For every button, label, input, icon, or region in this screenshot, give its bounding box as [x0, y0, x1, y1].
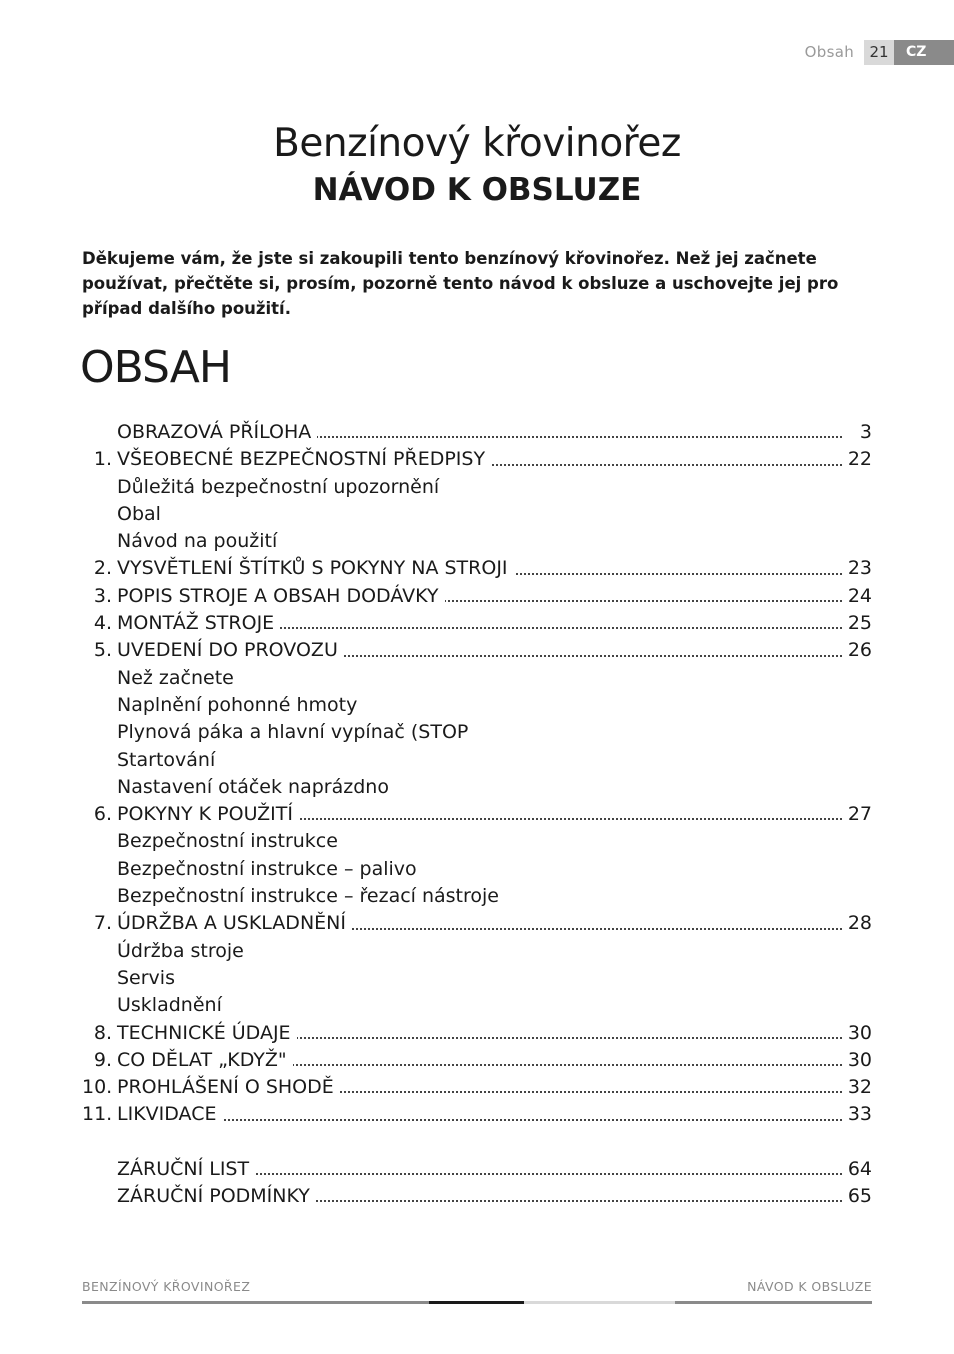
toc-entry-number: 9. [93, 1048, 112, 1071]
toc-entry-label: Startování [117, 747, 221, 774]
toc-entry-label: Údržba stroje [117, 938, 250, 965]
toc-entry-label: ZÁRUČNÍ PODMÍNKY [117, 1183, 316, 1210]
toc-entry-page: 65 [844, 1183, 872, 1210]
toc-entry-label: TECHNICKÉ ÚDAJE [117, 1020, 297, 1047]
toc-entry [82, 938, 872, 965]
toc-entry-label: ZÁRUČNÍ LIST [117, 1156, 255, 1183]
toc-entry-label: Uskladnění [117, 992, 228, 1019]
footer-bar-segment [524, 1301, 675, 1304]
page-header [805, 40, 954, 65]
language-badge: CZ [894, 40, 954, 65]
toc-entry-page: 28 [844, 910, 872, 937]
toc-entry [82, 719, 872, 746]
toc-entry-label: OBRAZOVÁ PŘÍLOHA [117, 419, 317, 446]
toc-entry [82, 610, 872, 637]
toc-entry-label: MONTÁŽ STROJE [117, 610, 280, 637]
toc-entry [82, 747, 872, 774]
toc-entry [82, 419, 872, 446]
toc-entry-page: 26 [844, 637, 872, 664]
toc-heading: OBSAH [80, 342, 231, 393]
toc-entry-label: Servis [117, 965, 181, 992]
toc-entry-label: ÚDRŽBA A USKLADNĚNÍ [117, 910, 352, 937]
section-name: Obsah [804, 43, 854, 61]
toc-entry-label: Plynová páka a hlavní vypínač (STOP [117, 719, 474, 746]
toc-entry-label: Bezpečnostní instrukce [117, 828, 344, 855]
toc-entry-label: Naplnění pohonné hmoty [117, 692, 363, 719]
toc-entry-label: VYSVĚTLENÍ ŠTÍTKŮ S POKYNY NA STROJI [117, 555, 514, 582]
toc-entry-label: UVEDENÍ DO PROVOZU [117, 637, 344, 664]
toc-entry [82, 1047, 872, 1074]
toc-entry [82, 501, 872, 528]
toc-entry-label: Bezpečnostní instrukce – řezací nástroje [117, 883, 505, 910]
footer-right: NÁVOD K OBSLUZE [747, 1279, 872, 1294]
toc-entry-page: 22 [844, 446, 872, 473]
toc-entry [82, 801, 872, 828]
toc-entry-number: 11. [82, 1103, 113, 1126]
toc-entry-page: 23 [844, 555, 872, 582]
toc-dot-leader [117, 1119, 842, 1121]
footer-left: BENZÍNOVÝ KŘOVINOŘEZ [82, 1279, 251, 1294]
toc-entry-number: 1. [93, 448, 112, 471]
toc-entry [82, 528, 872, 555]
toc-entry [82, 1074, 872, 1101]
toc-entry-label: POKYNY K POUŽITÍ [117, 801, 299, 828]
toc-entry-label: Než začnete [117, 665, 240, 692]
toc-entry-label: Obal [117, 501, 167, 528]
toc-entry [82, 1156, 872, 1183]
toc-entry-page: 3 [844, 419, 872, 446]
toc-entry-label: Nastavení otáček naprázdno [117, 774, 395, 801]
toc-entry-number: 4. [93, 612, 112, 635]
toc-entry-number: 8. [93, 1021, 112, 1044]
toc-entry [82, 1183, 872, 1210]
toc-entry [82, 883, 872, 910]
page-number: 21 [864, 40, 894, 65]
toc-entry-number: 3. [93, 584, 112, 607]
toc-entry-page: 64 [844, 1156, 872, 1183]
toc-entry-number: 10. [82, 1076, 113, 1099]
toc-entry-label: VŠEOBECNÉ BEZPEČNOSTNÍ PŘEDPISY [117, 446, 491, 473]
toc-entry [82, 637, 872, 664]
toc-entry-page: 30 [844, 1047, 872, 1074]
toc-entry [82, 474, 872, 501]
toc-entry-number: 6. [93, 803, 112, 826]
document-subtitle: NÁVOD K OBSLUZE [312, 172, 642, 208]
toc-entry-label: LIKVIDACE [117, 1101, 222, 1128]
toc-entry [82, 992, 872, 1019]
toc-entry [82, 828, 872, 855]
toc-entry-label: POPIS STROJE A OBSAH DODÁVKY [117, 583, 445, 610]
toc-entry [82, 774, 872, 801]
footer-bar-segment [429, 1301, 524, 1304]
footer-bar-segment [82, 1301, 429, 1304]
toc-entry-page: 25 [844, 610, 872, 637]
toc-entry-label: Návod na použití [117, 528, 283, 555]
toc-entry-label: CO DĚLAT „KDYŽ" [117, 1047, 293, 1074]
toc-entry-page: 33 [844, 1101, 872, 1128]
toc-spacer [82, 1129, 872, 1156]
toc-entry-number: 7. [93, 912, 112, 935]
toc-entry [82, 1020, 872, 1047]
toc-entry [82, 583, 872, 610]
document-title: Benzínový křovinořez [273, 121, 681, 166]
toc-entry-number: 5. [93, 639, 112, 662]
toc-entry-label: PROHLÁŠENÍ O SHODĚ [117, 1074, 340, 1101]
toc-entry [82, 856, 872, 883]
footer-bar-segment [675, 1301, 872, 1304]
toc-entry [82, 965, 872, 992]
toc-entry-page: 24 [844, 583, 872, 610]
toc-entry-page: 32 [844, 1074, 872, 1101]
table-of-contents [82, 419, 872, 1210]
toc-entry-label: Bezpečnostní instrukce – palivo [117, 856, 423, 883]
toc-entry [82, 555, 872, 582]
toc-entry [82, 446, 872, 473]
intro-paragraph: Děkujeme vám, že jste si zakoupili tento benzínový křovinořez. Než jej začnete používat, přečtěte si, prosím, pozorně tento návod k obsluze a uschovejte jej pro případ dalšího použití. [82, 249, 839, 318]
toc-entry-page: 30 [844, 1020, 872, 1047]
toc-entry [82, 692, 872, 719]
toc-entry [82, 665, 872, 692]
toc-entry [82, 910, 872, 937]
toc-entry-page: 27 [844, 801, 872, 828]
toc-entry-label: Důležitá bezpečnostní upozornění [117, 474, 445, 501]
toc-entry [82, 1101, 872, 1128]
toc-entry-number: 2. [93, 557, 112, 580]
